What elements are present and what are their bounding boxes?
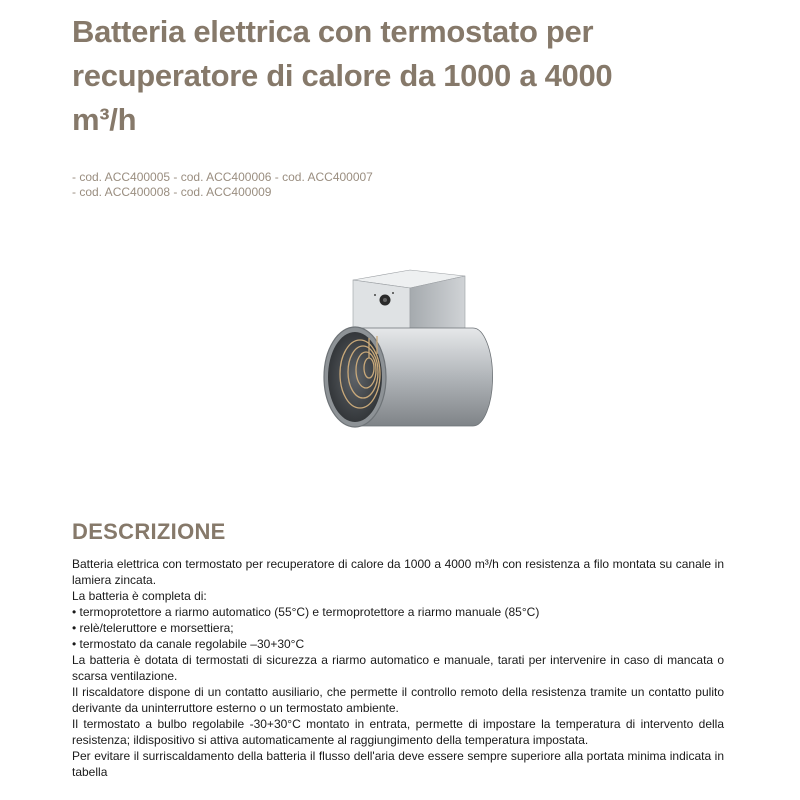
description-intro: Batteria elettrica con termostato per recuperatore di calore da 1000 a 4000 m³/h con resistenza a filo montata su canale in lamiera zincata. <box>72 557 724 587</box>
bullet-item: • termoprotettore a riarmo automatico (55°C) e termoprotettore a riarmo manuale (85°C) <box>72 605 540 619</box>
title-line-2: recuperatore di calore da 1000 a 4000 <box>72 58 613 93</box>
product-image <box>315 266 500 466</box>
product-codes <box>72 170 373 200</box>
product-codes-line-1: - cod. ACC400005 - cod. ACC400006 - cod. ACC400007 <box>72 170 373 184</box>
description-auxiliary: Il riscaldatore dispone di un contatto ausiliario, che permette il controllo remoto della resistenza tramite un contatto pulito derivante da uninterruttore esterno o un termostato ambiente. <box>72 685 724 715</box>
product-codes-line-2: - cod. ACC400008 - cod. ACC400009 <box>72 185 272 199</box>
description-includes-heading: La batteria è completa di: <box>72 589 207 603</box>
bullet-item: • relè/teleruttore e morsettiera; <box>72 621 234 635</box>
description-thermostat: Il termostato a bulbo regolabile -30+30°C montato in entrata, permette di impostare la temperatura di intervento della resistenza; ildispositivo si attiva automaticamente al raggiungimento della temperatura impostata. <box>72 717 724 747</box>
description-body <box>72 556 724 780</box>
section-heading: DESCRIZIONE <box>72 519 226 544</box>
description-safety: La batteria è dotata di termostati di sicurezza a riarmo automatico e manuale, tarati per intervenire in caso di mancata o scarsa ventilazione. <box>72 653 724 683</box>
title-line-1: Batteria elettrica con termostato per <box>72 14 594 49</box>
page-title <box>72 10 712 142</box>
bullet-item: • termostato da canale regolabile –30+30°C <box>72 637 305 651</box>
duct-opening <box>328 332 382 422</box>
description-airflow: Per evitare il surriscaldamento della batteria il flusso dell'aria deve essere sempre superiore alla portata minima indicata in tabella <box>72 749 724 779</box>
title-line-3: m³/h <box>72 102 137 137</box>
